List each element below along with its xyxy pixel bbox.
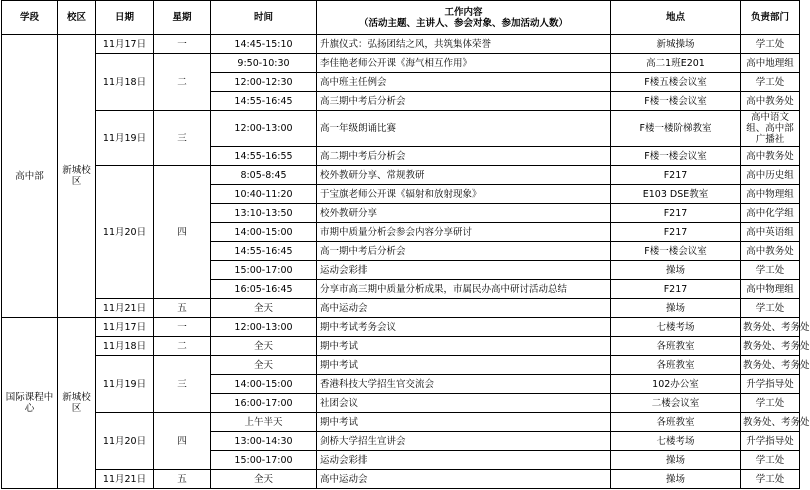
time-cell: 14:55-16:45 bbox=[211, 242, 317, 261]
header-date: 日期 bbox=[96, 1, 154, 35]
time-cell: 12:00-13:00 bbox=[211, 318, 317, 337]
content-cell: 高一年级朗诵比赛 bbox=[317, 111, 611, 147]
location-cell: F217 bbox=[611, 280, 741, 299]
content-cell: 校外教研分享 bbox=[317, 204, 611, 223]
dept-cell: 学工处 bbox=[741, 35, 800, 54]
time-cell: 8:05-8:45 bbox=[211, 166, 317, 185]
location-cell: F楼五楼会议室 bbox=[611, 73, 741, 92]
weekday-cell: 三 bbox=[154, 111, 211, 166]
location-cell: 各班教室 bbox=[611, 356, 741, 375]
time-cell: 13:10-13:50 bbox=[211, 204, 317, 223]
content-cell: 期中考试考务会议 bbox=[317, 318, 611, 337]
time-cell: 14:55-16:45 bbox=[211, 92, 317, 111]
time-cell: 13:00-14:30 bbox=[211, 432, 317, 451]
location-cell: 各班教室 bbox=[611, 337, 741, 356]
content-cell: 运动会彩排 bbox=[317, 451, 611, 470]
weekly-schedule-table bbox=[1, 0, 810, 489]
time-cell: 全天 bbox=[211, 356, 317, 375]
time-cell: 全天 bbox=[211, 470, 317, 489]
dept-cell: 学工处 bbox=[741, 261, 800, 280]
dept-cell: 高中教务处 bbox=[741, 147, 800, 166]
table-row bbox=[2, 318, 800, 337]
time-cell: 上午半天 bbox=[211, 413, 317, 432]
content-cell: 运动会彩排 bbox=[317, 261, 611, 280]
dept-cell: 高中英语组 bbox=[741, 223, 800, 242]
section-cell: 国际课程中心 bbox=[2, 318, 58, 489]
header-content-subtitle: （活动主题、主讲人、参会对象、参加活动人数） bbox=[358, 17, 568, 29]
location-cell: 七楼考场 bbox=[611, 432, 741, 451]
dept-cell: 升学指导处 bbox=[741, 375, 800, 394]
header-time: 时间 bbox=[211, 1, 317, 35]
content-cell: 香港科技大学招生官交流会 bbox=[317, 375, 611, 394]
location-cell: F楼一楼会议室 bbox=[611, 242, 741, 261]
location-cell: F楼一楼会议室 bbox=[611, 147, 741, 166]
date-cell: 11月17日 bbox=[96, 318, 154, 337]
header-location: 地点 bbox=[611, 1, 741, 35]
dept-cell: 高中历史组 bbox=[741, 166, 800, 185]
content-cell: 期中考试 bbox=[317, 356, 611, 375]
date-cell: 11月20日 bbox=[96, 166, 154, 299]
weekday-cell: 五 bbox=[154, 299, 211, 318]
section-cell: 高中部 bbox=[2, 35, 58, 318]
content-cell: 高中运动会 bbox=[317, 470, 611, 489]
dept-cell: 高中教务处 bbox=[741, 92, 800, 111]
content-cell: 高中运动会 bbox=[317, 299, 611, 318]
time-cell: 10:40-11:20 bbox=[211, 185, 317, 204]
table-row bbox=[2, 470, 800, 489]
time-cell: 15:00-17:00 bbox=[211, 451, 317, 470]
date-cell: 11月21日 bbox=[96, 299, 154, 318]
content-cell: 社团会议 bbox=[317, 394, 611, 413]
location-cell: 102办公室 bbox=[611, 375, 741, 394]
table-row bbox=[2, 54, 800, 73]
time-cell: 16:00-17:00 bbox=[211, 394, 317, 413]
time-cell: 9:50-10:30 bbox=[211, 54, 317, 73]
header-dept: 负责部门 bbox=[741, 1, 800, 35]
date-cell: 11月21日 bbox=[96, 470, 154, 489]
time-cell: 14:55-16:55 bbox=[211, 147, 317, 166]
location-cell: 各班教室 bbox=[611, 413, 741, 432]
header-section: 学段 bbox=[2, 1, 58, 35]
time-cell: 14:45-15:10 bbox=[211, 35, 317, 54]
time-cell: 12:00-13:00 bbox=[211, 111, 317, 147]
content-cell: 高一期中考后分析会 bbox=[317, 242, 611, 261]
content-cell: 高三期中考后分析会 bbox=[317, 92, 611, 111]
table-row bbox=[2, 166, 800, 185]
weekday-cell: 二 bbox=[154, 337, 211, 356]
location-cell: 操场 bbox=[611, 261, 741, 280]
weekday-cell: 四 bbox=[154, 166, 211, 299]
dept-cell: 高中地理组 bbox=[741, 54, 800, 73]
location-cell: 操场 bbox=[611, 451, 741, 470]
dept-cell: 高中化学组 bbox=[741, 204, 800, 223]
location-cell: 新城操场 bbox=[611, 35, 741, 54]
header-content-title: 工作内容 bbox=[444, 6, 483, 18]
dept-cell: 升学指导处 bbox=[741, 432, 800, 451]
table-row bbox=[2, 35, 800, 54]
dept-cell: 学工处 bbox=[741, 451, 800, 470]
content-cell: 期中考试 bbox=[317, 337, 611, 356]
weekday-cell: 三 bbox=[154, 356, 211, 413]
date-cell: 11月18日 bbox=[96, 54, 154, 111]
content-cell: 校外教研分享、常规教研 bbox=[317, 166, 611, 185]
dept-cell: 学工处 bbox=[741, 470, 800, 489]
date-cell: 11月19日 bbox=[96, 356, 154, 413]
location-cell: F217 bbox=[611, 166, 741, 185]
weekday-cell: 二 bbox=[154, 54, 211, 111]
content-cell: 升旗仪式：弘扬团结之风，共筑集体荣誉 bbox=[317, 35, 611, 54]
time-cell: 15:00-17:00 bbox=[211, 261, 317, 280]
content-cell: 于宝旗老师公开课《辐射和放射现象》 bbox=[317, 185, 611, 204]
dept-cell: 教务处、考务处 bbox=[741, 318, 800, 337]
time-cell: 12:00-12:30 bbox=[211, 73, 317, 92]
content-cell: 市期中质量分析会参会内容分享研讨 bbox=[317, 223, 611, 242]
dept-cell: 教务处、考务处 bbox=[741, 356, 800, 375]
content-cell: 高二期中考后分析会 bbox=[317, 147, 611, 166]
time-cell: 16:05-16:45 bbox=[211, 280, 317, 299]
dept-cell: 高中物理组 bbox=[741, 185, 800, 204]
table-row bbox=[2, 299, 800, 318]
location-cell: F217 bbox=[611, 223, 741, 242]
dept-cell: 学工处 bbox=[741, 73, 800, 92]
location-cell: 高二1班E201 bbox=[611, 54, 741, 73]
dept-cell: 高中物理组 bbox=[741, 280, 800, 299]
weekday-cell: 一 bbox=[154, 35, 211, 54]
dept-cell: 高中教务处 bbox=[741, 242, 800, 261]
header-row bbox=[2, 1, 800, 35]
dept-cell: 高中语文组、高中部广播社 bbox=[741, 111, 800, 147]
date-cell: 11月19日 bbox=[96, 111, 154, 166]
table-row bbox=[2, 356, 800, 375]
content-cell: 分享市高三期中质量分析成果，市属民办高中研讨活动总结 bbox=[317, 280, 611, 299]
header-campus: 校区 bbox=[58, 1, 96, 35]
location-cell: 七楼考场 bbox=[611, 318, 741, 337]
dept-cell: 教务处、考务处 bbox=[741, 337, 800, 356]
campus-cell: 新城校区 bbox=[58, 35, 96, 318]
date-cell: 11月17日 bbox=[96, 35, 154, 54]
header-weekday: 星期 bbox=[154, 1, 211, 35]
location-cell: 二楼会议室 bbox=[611, 394, 741, 413]
weekday-cell: 一 bbox=[154, 318, 211, 337]
content-cell: 李佳艳老师公开课《海气相互作用》 bbox=[317, 54, 611, 73]
content-cell: 高中班主任例会 bbox=[317, 73, 611, 92]
weekday-cell: 四 bbox=[154, 413, 211, 470]
table-row bbox=[2, 337, 800, 356]
location-cell: F楼一楼会议室 bbox=[611, 92, 741, 111]
location-cell: E103 DSE教室 bbox=[611, 185, 741, 204]
table-row bbox=[2, 413, 800, 432]
table-row bbox=[2, 111, 800, 147]
header-content bbox=[317, 1, 611, 35]
date-cell: 11月20日 bbox=[96, 413, 154, 470]
time-cell: 全天 bbox=[211, 337, 317, 356]
weekday-cell: 五 bbox=[154, 470, 211, 489]
dept-cell: 学工处 bbox=[741, 394, 800, 413]
location-cell: 操场 bbox=[611, 299, 741, 318]
time-cell: 全天 bbox=[211, 299, 317, 318]
time-cell: 14:00-15:00 bbox=[211, 375, 317, 394]
location-cell: 操场 bbox=[611, 470, 741, 489]
dept-cell: 学工处 bbox=[741, 299, 800, 318]
campus-cell: 新城校区 bbox=[58, 318, 96, 489]
time-cell: 14:00-15:00 bbox=[211, 223, 317, 242]
date-cell: 11月18日 bbox=[96, 337, 154, 356]
content-cell: 剑桥大学招生宣讲会 bbox=[317, 432, 611, 451]
location-cell: F217 bbox=[611, 204, 741, 223]
dept-cell: 教务处、考务处 bbox=[741, 413, 800, 432]
location-cell: F楼一楼阶梯教室 bbox=[611, 111, 741, 147]
content-cell: 期中考试 bbox=[317, 413, 611, 432]
